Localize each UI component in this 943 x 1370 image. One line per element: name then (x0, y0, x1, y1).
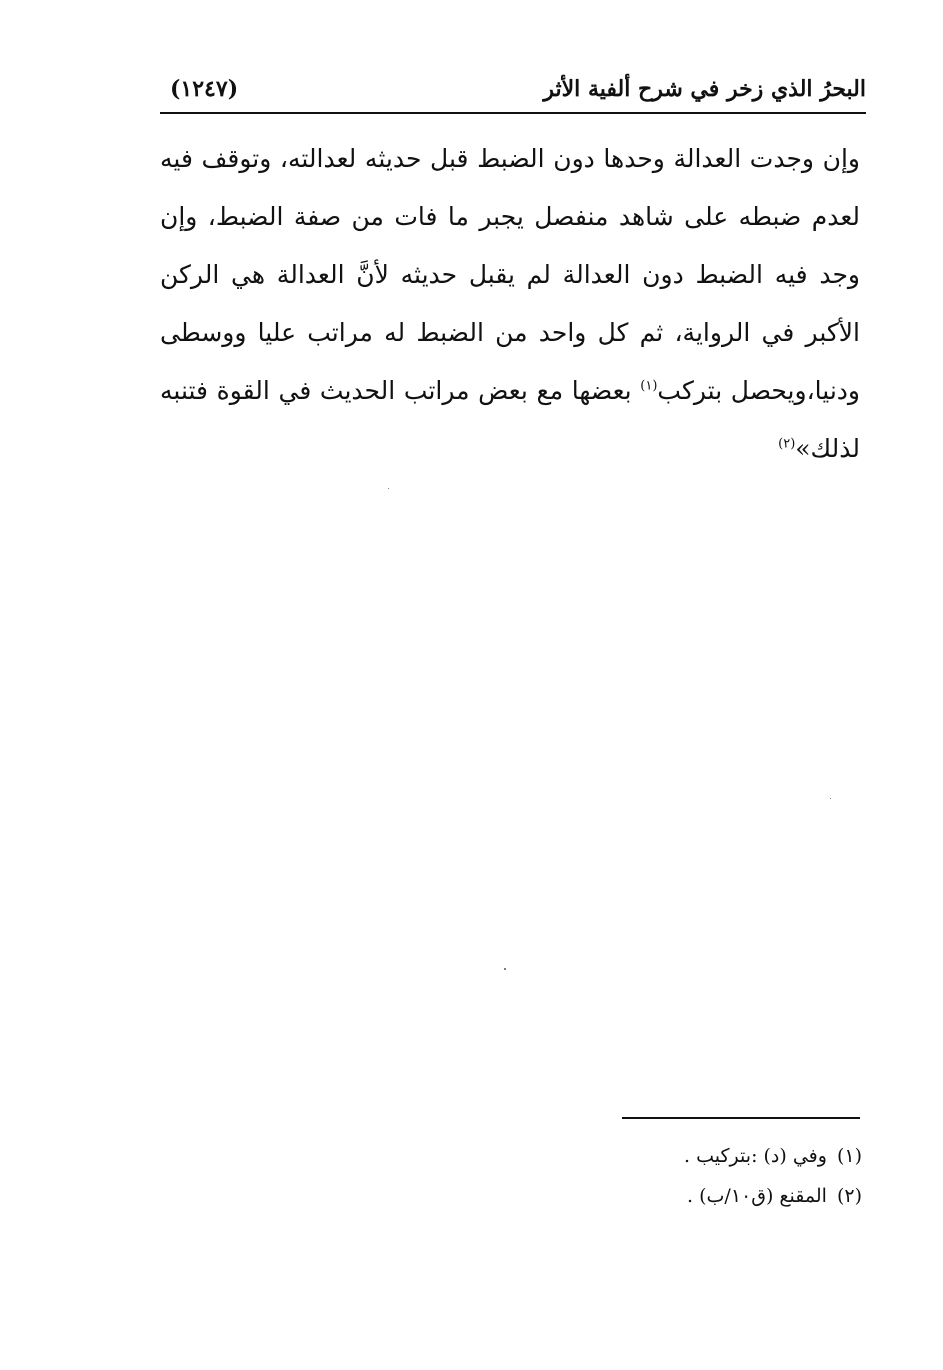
text-before-footnote-1: وإن وجدت العدالة وحدها دون الضبط قبل حديثه لعدالته، وتوقف فيه لعدم ضبطه على شاهد منفصل يجبر ما فات من صفة الضبط، وإن وجد فيه الضبط دون العدالة لم يقبل حديثه لأنَّ العدالة هي الركن الأكبر في الرواية، ثم كل واحد من الضبط له مراتب عليا ووسطى ودنيا،ويحصل بتركب (160, 144, 860, 405)
main-text (160, 130, 860, 478)
footnote-1 (500, 1136, 862, 1176)
running-header (160, 68, 866, 110)
paragraph (160, 130, 860, 478)
footnote-text: المقنع (ق١٠/ب) . (687, 1185, 827, 1207)
footnotes (500, 1136, 862, 1216)
footnote-text: وفي (د) :بتركيب . (684, 1145, 827, 1167)
book-title: البحرُ الذي زخر في شرح ألفية الأثر (543, 76, 866, 102)
footnote-number: (١) (836, 1145, 862, 1167)
footnote-marker-2: (٢) (778, 436, 796, 452)
footnote-number: (٢) (836, 1185, 862, 1207)
scan-speck (830, 798, 831, 799)
header-rule (160, 112, 866, 114)
footnote-marker-1: (١) (640, 378, 658, 394)
scan-speck (504, 968, 506, 970)
scan-speck (388, 488, 389, 489)
footnote-separator (622, 1117, 860, 1119)
page-number: (١٢٤٧) (170, 76, 239, 102)
text-before-footnote-2: بعضها مع بعض مراتب الحديث في القوة فتنبه لذلك» (160, 376, 860, 463)
footnote-2 (500, 1176, 862, 1216)
